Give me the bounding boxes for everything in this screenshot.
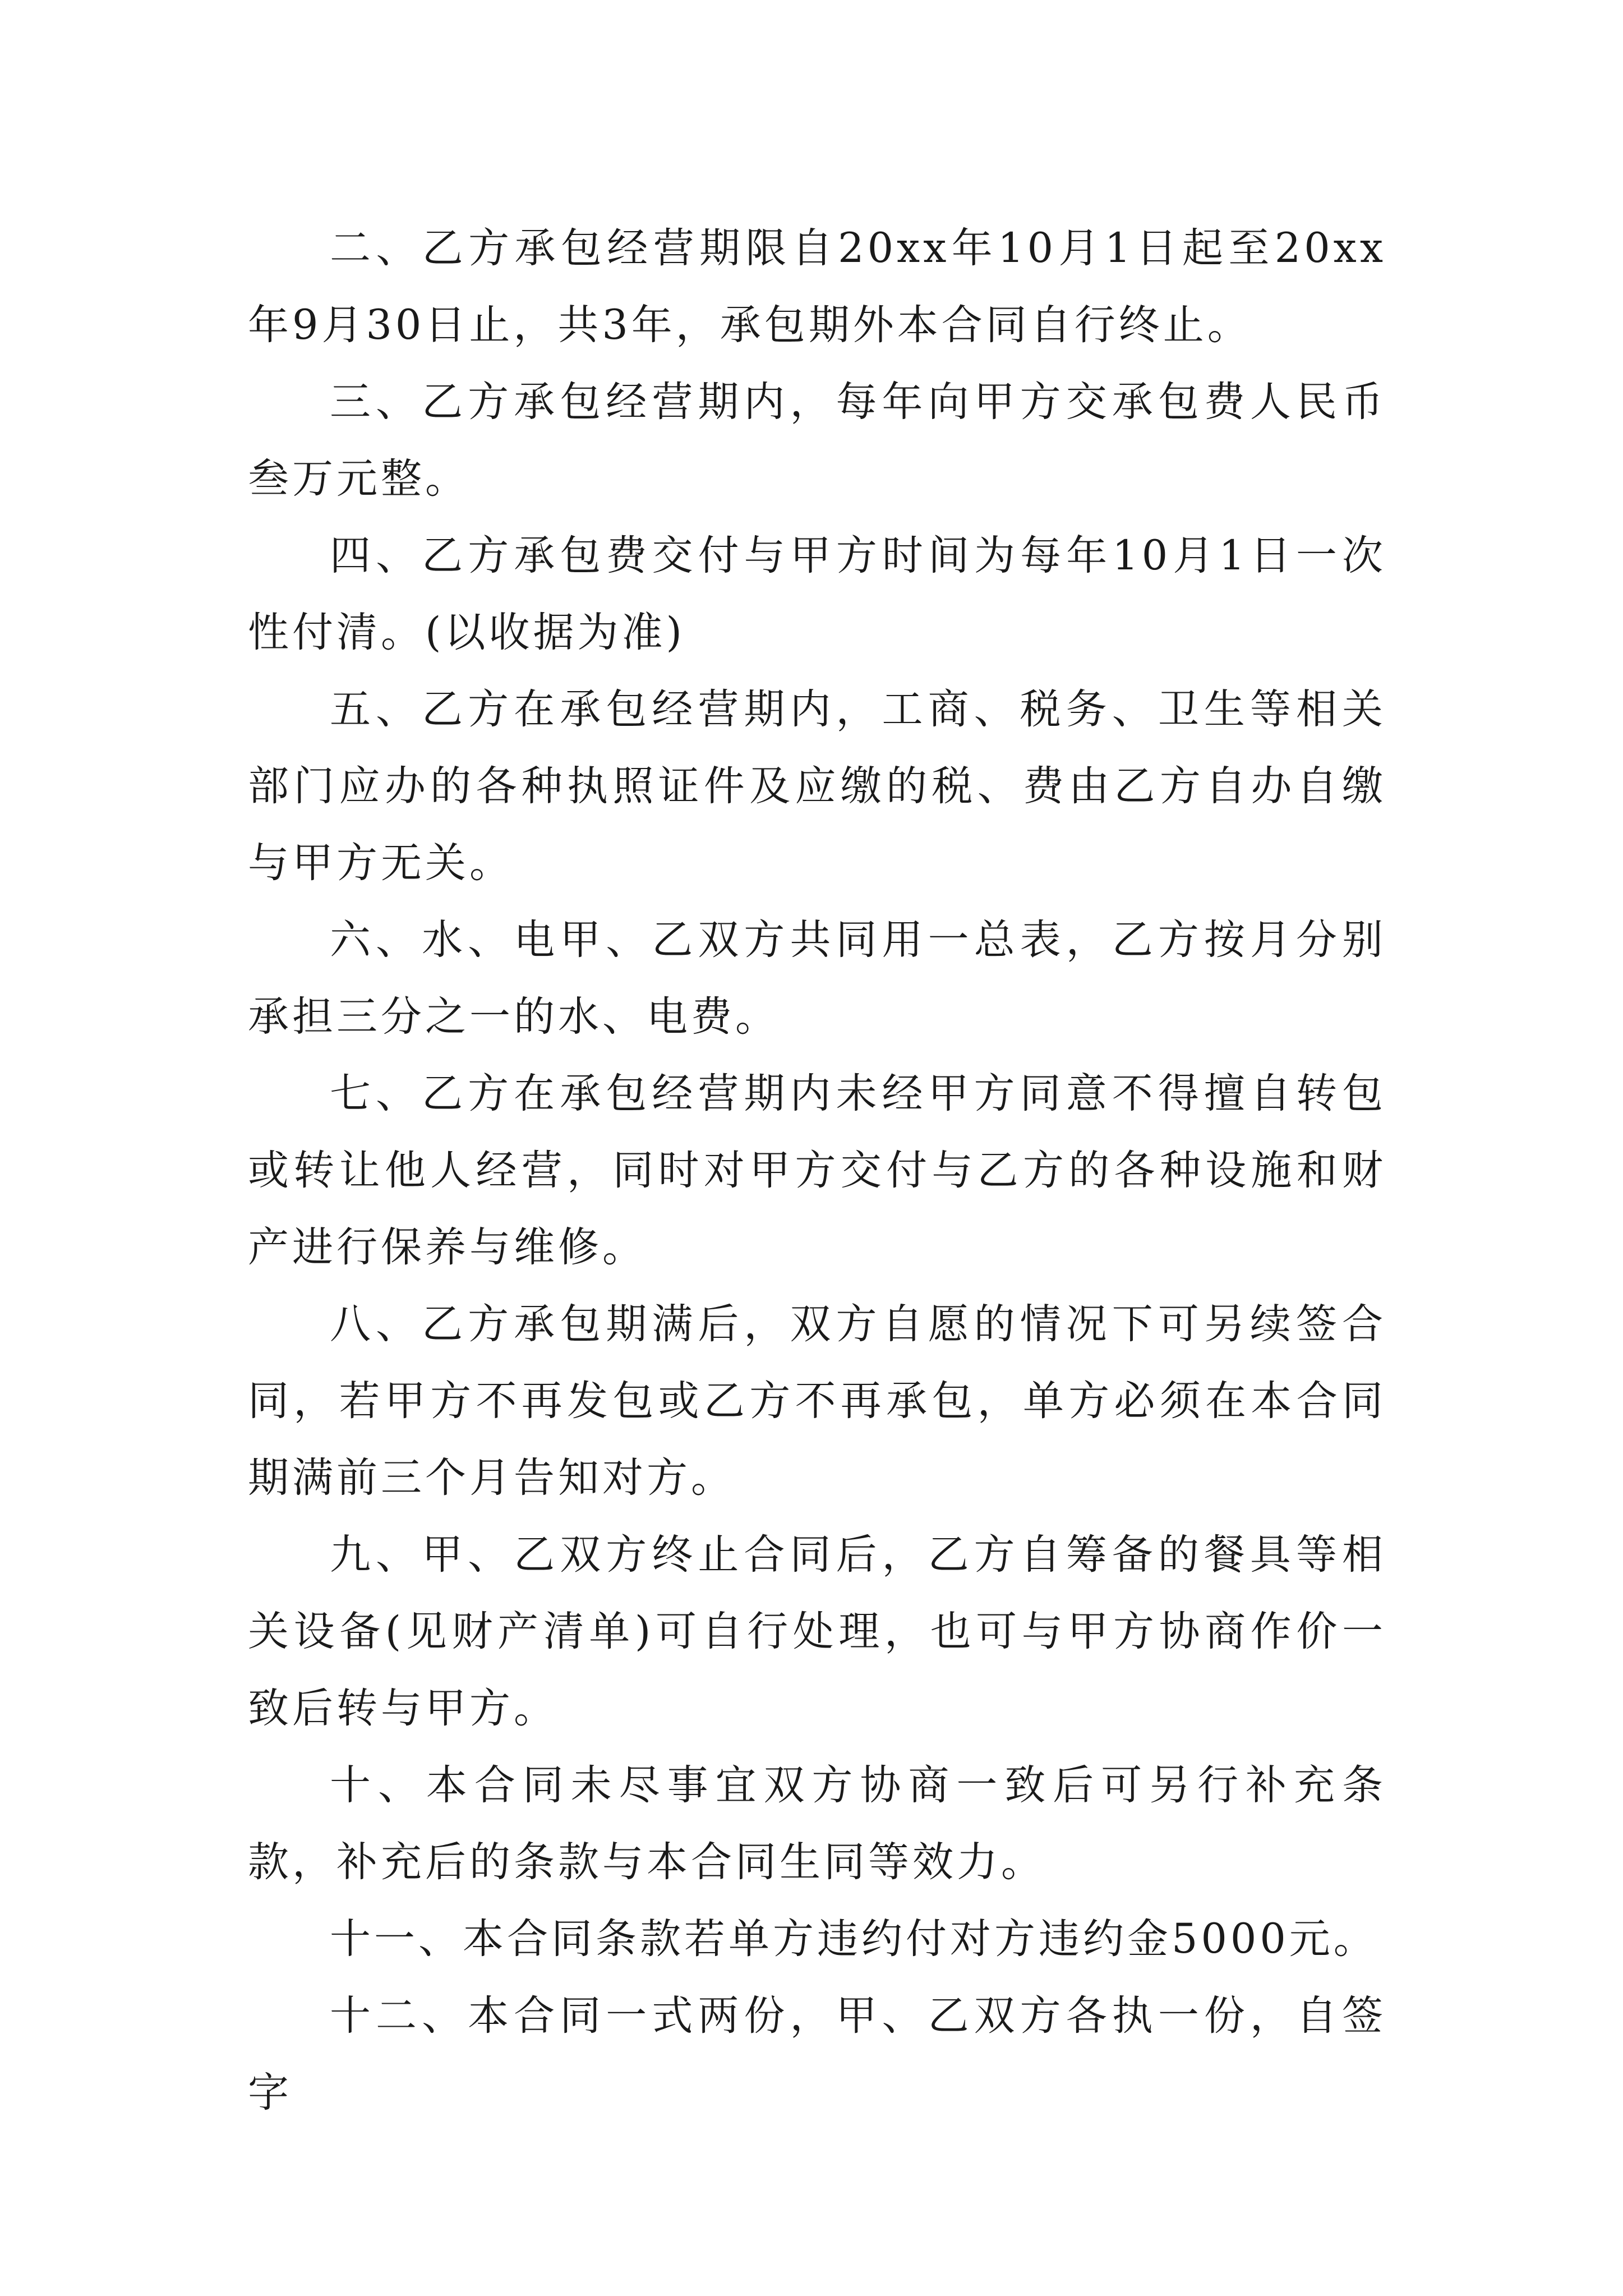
clause-5: 五、乙方在承包经营期内，工商、税务、卫生等相关部门应办的各种执照证件及应缴的税、费由乙方自办自缴与甲方无关。 — [248, 685, 1386, 887]
clause-10: 十、本合同未尽事宜双方协商一致后可另行补充条款，补充后的条款与本合同生同等效力。 — [248, 1761, 1386, 1886]
clause-6: 六、水、电甲、乙双方共同用一总表，乙方按月分别承担三分之一的水、电费。 — [248, 916, 1386, 1041]
clause-8: 八、乙方承包期满后，双方自愿的情况下可另续签合同，若甲方不再发包或乙方不再承包，单方必须在本合同期满前三个月告知对方。 — [248, 1300, 1386, 1502]
clause-9: 九、甲、乙双方终止合同后，乙方自筹备的餐具等相关设备(见财产清单)可自行处理，也可与甲方协商作价一致后转与甲方。 — [248, 1531, 1386, 1732]
clause-4: 四、乙方承包费交付与甲方时间为每年10月1日一次性付清。(以收据为准) — [248, 532, 1386, 656]
clause-3: 三、乙方承包经营期内，每年向甲方交承包费人民币叁万元整。 — [248, 378, 1386, 503]
contract-body — [248, 210, 1386, 2131]
clause-11: 十一、本合同条款若单方违约付对方违约金5000元。 — [330, 1915, 1378, 1963]
clause-12: 十二、本合同一式两份，甲、乙双方各执一份，自签字 — [248, 1992, 1386, 2116]
clause-7: 七、乙方在承包经营期内未经甲方同意不得擅自转包或转让他人经营，同时对甲方交付与乙方的各种设施和财产进行保养与维修。 — [248, 1070, 1386, 1271]
clause-2: 二、乙方承包经营期限自20xx年10月1日起至20xx年9月30日止，共3年，承包期外本合同自行终止。 — [248, 224, 1386, 349]
